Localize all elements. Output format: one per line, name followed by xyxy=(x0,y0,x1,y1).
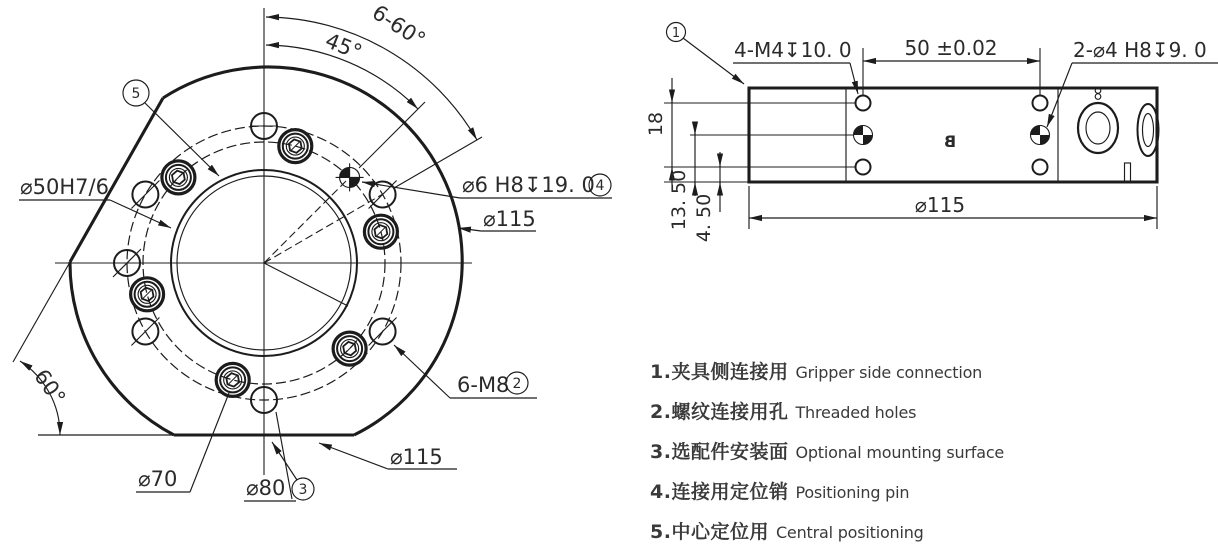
pin-holes-dimension xyxy=(1047,38,1218,127)
legend-cn-text: 5.中心定位用 xyxy=(650,521,769,543)
legend-item-threaded-holes xyxy=(650,400,1004,425)
depth-18-label: 18 xyxy=(645,111,667,137)
angle-45-label: 45° xyxy=(321,28,366,65)
legend-en-text: Central positioning xyxy=(775,523,924,542)
legend-cn-text: 1.夹具侧连接用 xyxy=(650,361,789,383)
depth-13-5-label: 13. 50 xyxy=(668,169,690,231)
socket-screw xyxy=(162,161,195,194)
front-view xyxy=(13,0,612,501)
legend-en-text: Optional mounting surface xyxy=(795,443,1005,462)
socket-screw xyxy=(333,332,366,365)
legend-cn-text: 3.选配件安装面 xyxy=(650,441,789,463)
legend-item-positioning-pin xyxy=(650,480,1004,505)
bcd70-dimension xyxy=(136,393,229,492)
legend-en-text: Positioning pin xyxy=(795,483,910,502)
legend-cn-text: 2.螺纹连接用孔 xyxy=(650,401,789,423)
dowel-pin-left xyxy=(854,126,873,145)
bore-label: ⌀50H7/6 xyxy=(20,175,109,199)
outer-dia-bottom-dimension xyxy=(272,442,457,500)
pin-hole-dimension xyxy=(362,173,612,198)
thread-hole xyxy=(369,318,397,346)
callout-1-number: 1 xyxy=(671,26,681,41)
bcd80-dimension xyxy=(244,412,296,501)
legend-item-central-positioning xyxy=(650,520,1004,545)
legend-item-gripper-side-connection xyxy=(650,360,1004,385)
legend-cn-text: 4.连接用定位销 xyxy=(650,481,789,503)
callout-1 xyxy=(667,23,745,85)
pin-hole-label: ⌀6 H8↧19. 0 xyxy=(462,173,595,197)
callout-2-number: 2 xyxy=(512,376,522,392)
callout-5-number: 5 xyxy=(131,86,141,102)
dowel-pin-right xyxy=(1031,126,1050,145)
bcd70-label: ⌀70 xyxy=(138,467,178,491)
legend xyxy=(650,360,1004,558)
callout-3-number: 3 xyxy=(298,482,308,498)
span-label: 50 ±0.02 xyxy=(904,36,998,60)
socket-screw xyxy=(279,130,312,163)
socket-screw xyxy=(131,278,164,311)
socket-screw xyxy=(216,363,249,396)
m4-holes xyxy=(854,96,873,175)
thread-dimension xyxy=(394,345,537,398)
rim-hole-projections xyxy=(1078,88,1159,156)
legend-en-text: Threaded holes xyxy=(795,403,917,422)
legend-item-optional-mounting-surface xyxy=(650,440,1004,465)
outer-dia-dimension xyxy=(458,207,536,231)
span-dimension xyxy=(863,36,1040,61)
pin-holes-label: 2-⌀4 H8↧9. 0 xyxy=(1073,38,1207,62)
outer-dia-bottom-label: ⌀115 xyxy=(390,445,443,469)
bcd80-label: ⌀80 xyxy=(246,476,286,500)
side-view xyxy=(645,23,1218,243)
outer-dia-label: ⌀115 xyxy=(483,207,536,231)
depth-4-5-label: 4. 50 xyxy=(693,193,715,243)
centerlines xyxy=(55,8,482,475)
angle-6-60-label: 6-60° xyxy=(367,0,430,53)
thread-label: 6-M8 xyxy=(457,373,510,397)
tapped-holes-label: 4-M4↧10. 0 xyxy=(734,38,852,62)
dia4-holes xyxy=(1031,96,1050,175)
section-mark-b: B xyxy=(943,132,957,151)
angle-60-label: 60° xyxy=(29,364,71,410)
side-outer-dia-label: ⌀115 xyxy=(914,193,966,217)
thread-hole xyxy=(131,318,159,346)
legend-en-text: Gripper side connection xyxy=(795,363,983,382)
thread-hole xyxy=(131,181,159,209)
thread-hole xyxy=(369,181,397,209)
side-outer-dia-dimension xyxy=(749,186,1157,229)
tapped-holes-dimension xyxy=(733,38,858,94)
socket-screw xyxy=(364,215,397,248)
callout-4-number: 4 xyxy=(595,178,605,194)
